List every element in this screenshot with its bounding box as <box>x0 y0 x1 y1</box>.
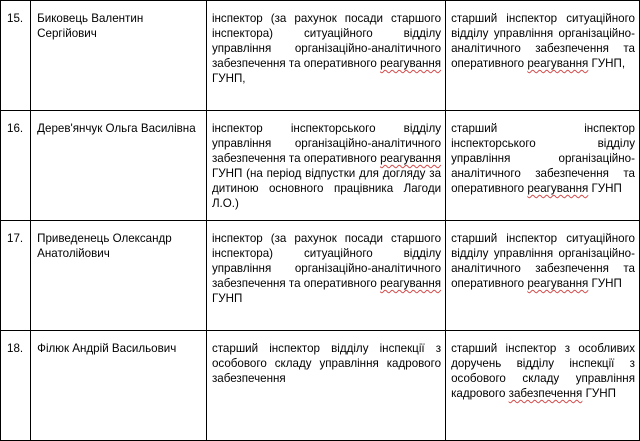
employee-name: Биковець Валентин Сергійович <box>37 12 144 40</box>
new-position-tail: ГУНП <box>588 277 622 290</box>
row-number-cell <box>1 331 31 441</box>
spellcheck-marked-word: забезпечення <box>508 387 583 400</box>
current-position <box>207 111 445 211</box>
spellcheck-marked-word: реагування <box>527 277 589 290</box>
current-position-cell <box>206 221 445 331</box>
current-position-text: старший інспектор відділу інспекції з особового складу управління кадрового забезпечення <box>211 342 442 385</box>
row-number: 17. <box>7 232 24 245</box>
current-position-cell <box>206 1 445 111</box>
employee-name-cell <box>31 221 207 331</box>
new-position-text: старший інспектор з особливих доручень відділу інспекції з особового складу управління кадрового <box>451 342 635 400</box>
new-position-text: старший інспектор інспекторського відділу управління організаційно-аналітичного забезпечення та оперативного <box>451 122 635 195</box>
current-position <box>207 331 445 386</box>
current-position-text: інспектор інспекторського відділу управління організаційно-аналітичного забезпечення та оперативного <box>211 122 442 165</box>
current-position-tail: ГУНП <box>211 292 243 305</box>
new-position <box>446 221 639 291</box>
new-position <box>446 331 639 401</box>
spellcheck-marked-word: реагування <box>380 57 442 70</box>
new-position-cell <box>446 1 640 111</box>
row-number-cell <box>1 1 31 111</box>
new-position-cell <box>446 111 640 221</box>
spellcheck-marked-word: реагування <box>527 57 589 70</box>
current-position-cell <box>206 111 445 221</box>
current-position <box>207 221 445 306</box>
current-position-text: інспектор (за рахунок посади старшого інспектора) ситуаційного відділу управління організаційно-аналітичного забезпечення та оперативного <box>211 12 442 70</box>
new-position-text: старший інспектор ситуаційного відділу управління організаційно-аналітичного забезпечення та оперативного <box>451 12 635 70</box>
row-number: 15. <box>7 12 24 25</box>
spellcheck-marked-word: реагування <box>527 182 589 195</box>
new-position-text: старший інспектор ситуаційного відділу управління організаційно-аналітичного забезпечення та оперативного <box>451 232 635 290</box>
current-position-cell <box>206 331 445 441</box>
employee-name: Дерев'янчук Ольга Василівна <box>37 122 196 135</box>
current-position-text: інспектор (за рахунок посади старшого інспектора) ситуаційного відділу управління організаційно-аналітичного забезпечення та оперативного <box>211 232 442 290</box>
row-number-cell <box>1 111 31 221</box>
new-position-tail: ГУНП <box>588 182 622 195</box>
employee-name-cell <box>31 1 207 111</box>
current-position <box>207 1 445 86</box>
row-number-cell <box>1 221 31 331</box>
new-position-cell <box>446 331 640 441</box>
employee-name-cell <box>31 331 207 441</box>
employee-name: Приведенець Олександр Анатолійович <box>37 232 172 260</box>
table-row <box>1 1 640 111</box>
new-position-cell <box>446 221 640 331</box>
new-position-tail: ГУНП <box>582 387 616 400</box>
current-position-tail: ГУНП (на період відпустки для догляду за дитиною основного працівника Лагоди Л.О.) <box>211 167 442 210</box>
employee-name-cell <box>31 111 207 221</box>
new-position-tail: ГУНП, <box>588 57 626 70</box>
spellcheck-marked-word: реагування <box>380 152 442 165</box>
row-number: 16. <box>7 122 24 135</box>
current-position-tail: ГУНП, <box>211 72 246 85</box>
table-row <box>1 331 640 441</box>
spellcheck-marked-word: реагування <box>380 277 442 290</box>
employee-name: Філюк Андрій Васильович <box>37 342 177 355</box>
row-number: 18. <box>7 342 24 355</box>
table-row <box>1 111 640 221</box>
new-position <box>446 111 639 196</box>
new-position <box>446 1 639 71</box>
table-row <box>1 221 640 331</box>
